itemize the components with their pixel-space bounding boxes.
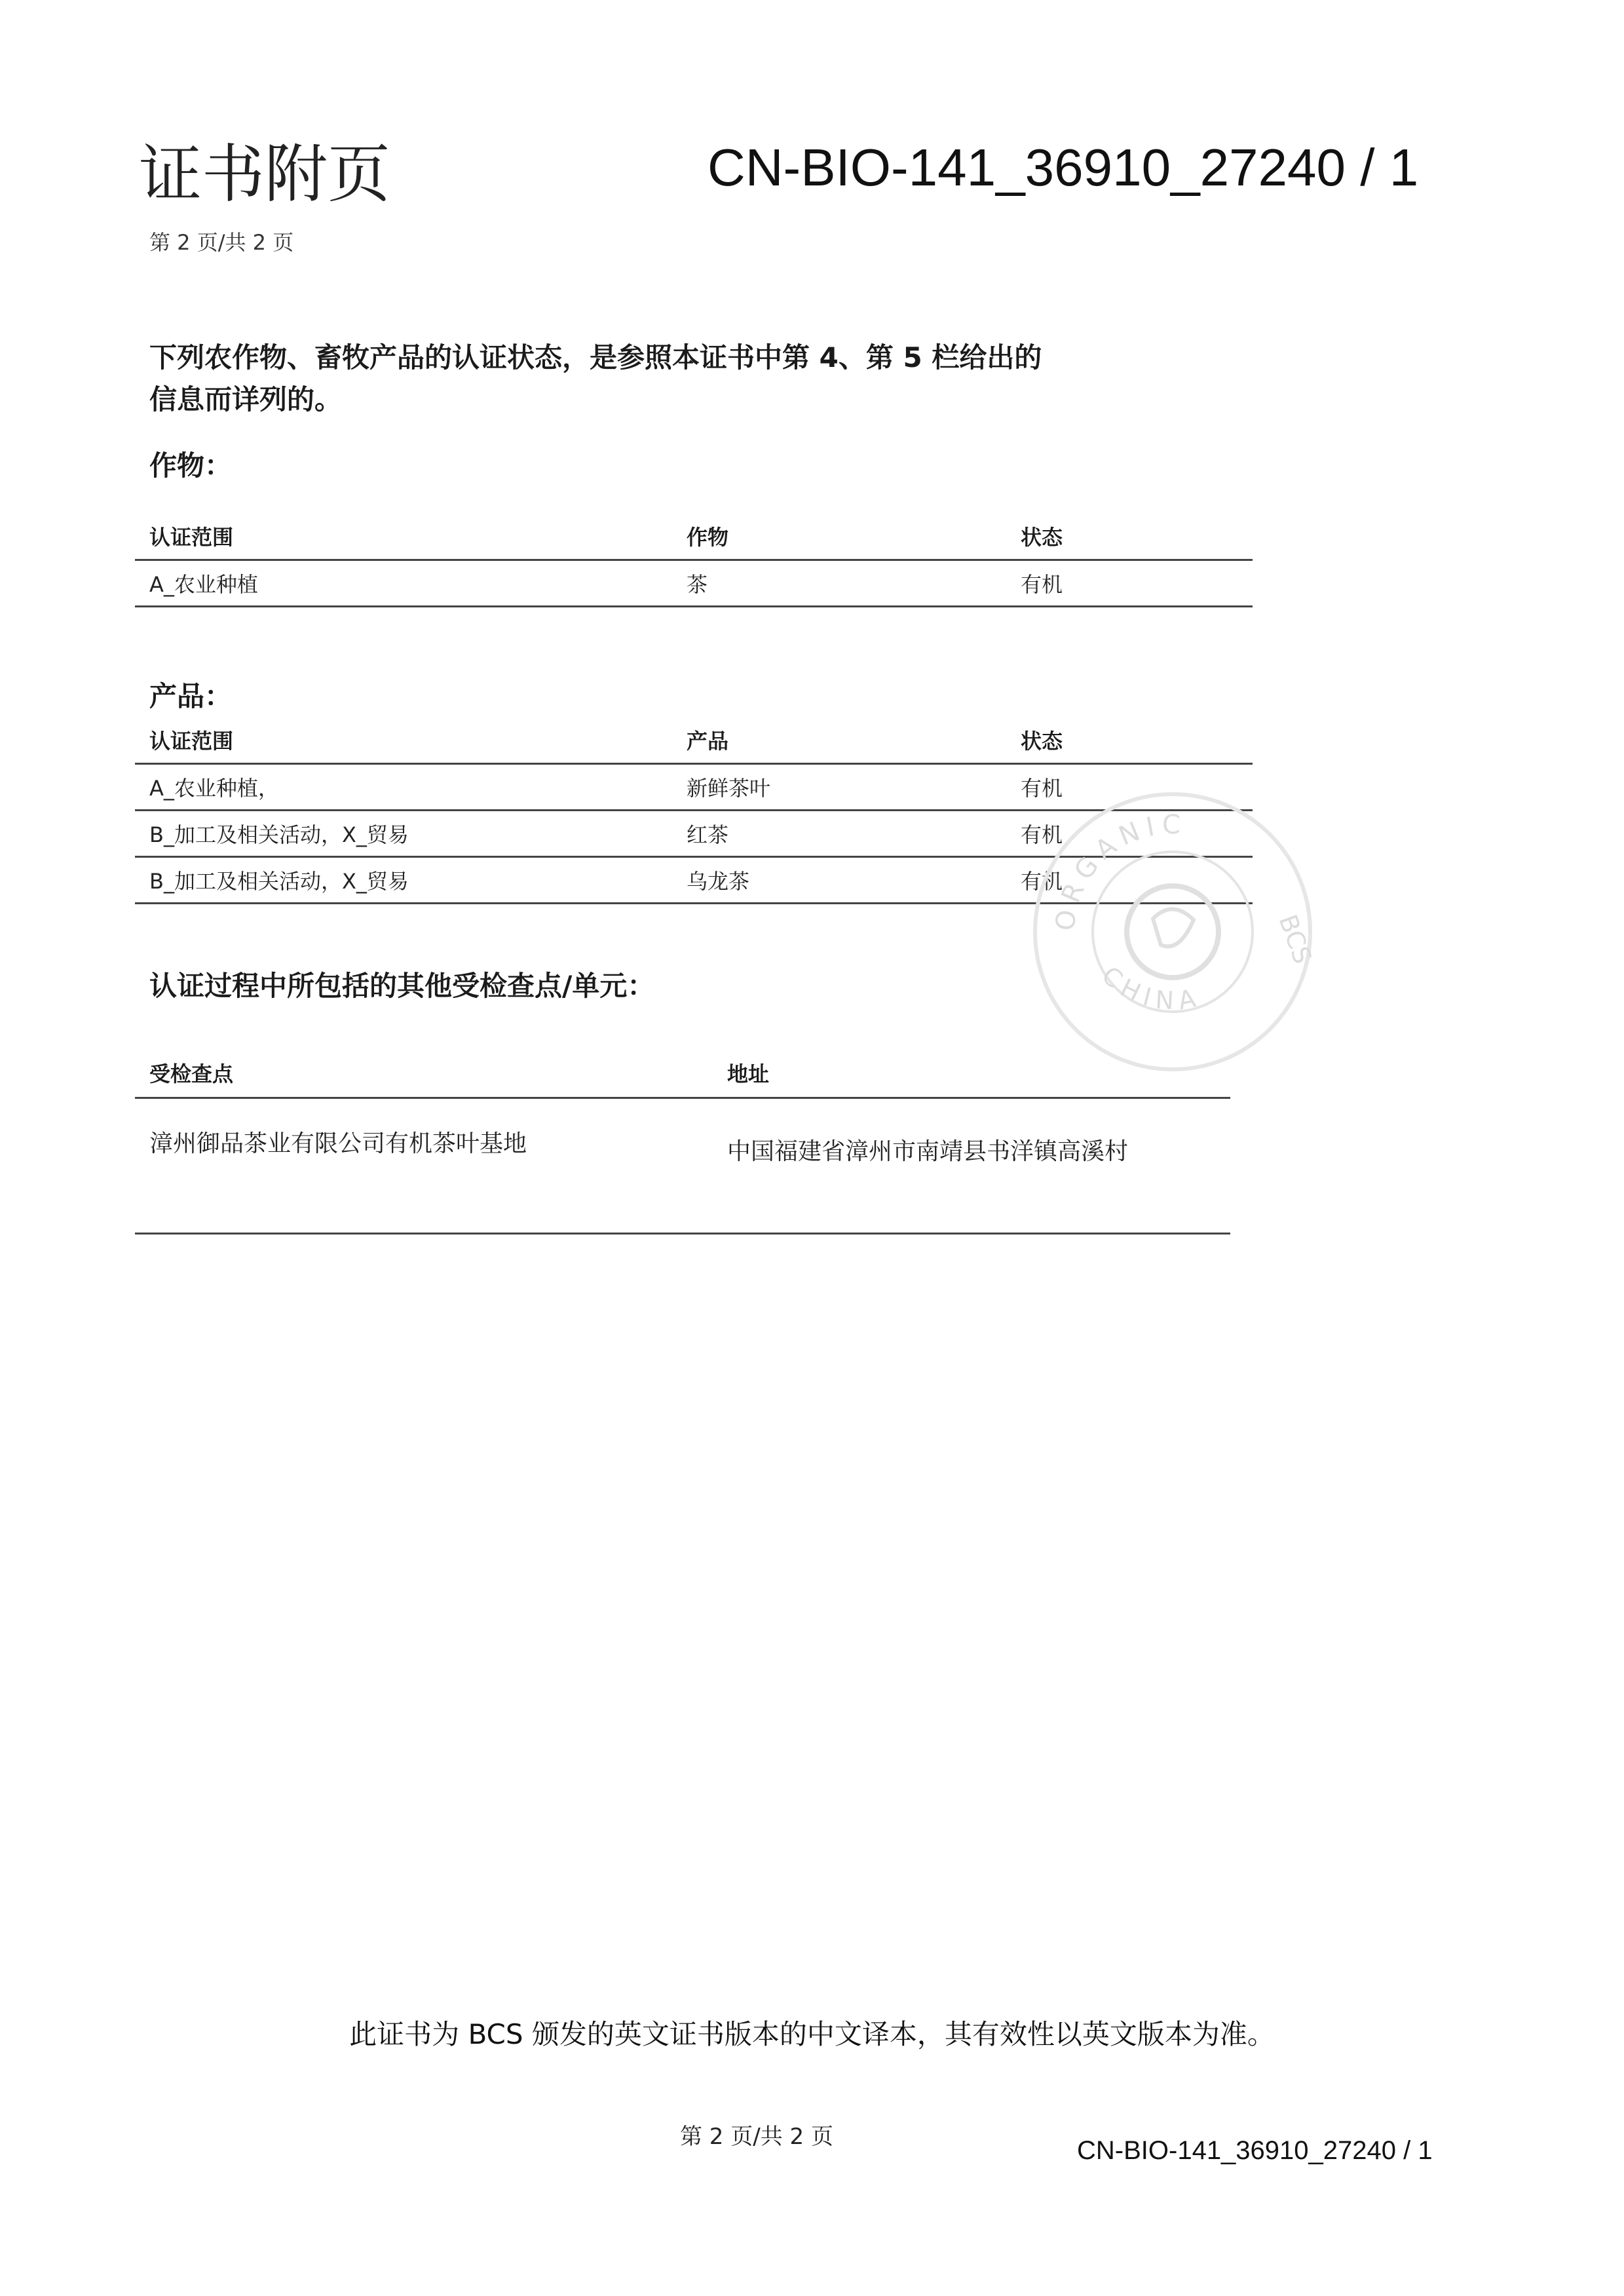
translation-note: 此证书为 BCS 颁发的英文证书版本的中文译本，其有效性以英文版本为准。 (349, 2018, 1275, 2050)
page-indicator: 第 2 页/共 2 页 (149, 230, 294, 255)
products-heading: 产品： (149, 680, 233, 712)
column-header: 作物 (672, 513, 1006, 560)
footer-certificate-number: CN-BIO-141_36910_27240 / 1 (1077, 2136, 1433, 2165)
column-header: 受检查点 (135, 1022, 713, 1098)
scope-cell: A_农业种植 (135, 560, 672, 607)
seal-text-bottom: CHINA (1096, 961, 1205, 1016)
page-title: 证书附页 (139, 138, 390, 211)
table-row (135, 1098, 1230, 1234)
crop-cell: 茶 (672, 560, 1006, 607)
crops-heading: 作物： (149, 450, 233, 482)
product-cell: 乌龙茶 (672, 857, 1006, 904)
column-header: 状态 (1006, 513, 1253, 560)
embossed-seal (1022, 781, 1323, 1082)
scope-cell: B_加工及相关活动，X_贸易 (135, 811, 672, 857)
status-cell: 有机 (1006, 811, 1253, 857)
table-header-row (135, 513, 1253, 560)
seal-text-right: BCS (1273, 911, 1317, 968)
scope-cell: B_加工及相关活动，X_贸易 (135, 857, 672, 904)
crops-table (135, 513, 1253, 607)
certificate-number: CN-BIO-141_36910_27240 / 1 (708, 138, 1419, 197)
product-cell: 红茶 (672, 811, 1006, 857)
column-header: 产品 (672, 717, 1006, 764)
intro-line-2: 信息而详列的。 (149, 383, 343, 415)
table-row (135, 560, 1253, 607)
column-header: 状态 (1006, 717, 1253, 764)
site-address-cell: 中国福建省漳州市南靖县书洋镇高溪村 (713, 1098, 1230, 1234)
column-header: 认证范围 (135, 513, 672, 560)
status-cell: 有机 (1006, 857, 1253, 904)
column-header: 认证范围 (135, 717, 672, 764)
product-cell: 新鲜茶叶 (672, 764, 1006, 811)
status-cell: 有机 (1006, 560, 1253, 607)
table-header-row (135, 717, 1253, 764)
intro-paragraph (149, 337, 1042, 421)
status-cell: 有机 (1006, 764, 1253, 811)
site-name-cell: 漳州御品茶业有限公司有机茶叶基地 (135, 1098, 713, 1234)
sites-heading: 认证过程中所包括的其他受检查点/单元： (149, 970, 655, 1002)
column-header: 地址 (713, 1022, 1230, 1098)
footer-page-indicator: 第 2 页/共 2 页 (680, 2124, 833, 2150)
scope-cell: A_农业种植， (135, 764, 672, 811)
intro-line-1: 下列农作物、畜牧产品的认证状态，是参照本证书中第 4、第 5 栏给出的 (149, 341, 1042, 373)
seal-text-top: ORGANIC (1049, 809, 1188, 933)
